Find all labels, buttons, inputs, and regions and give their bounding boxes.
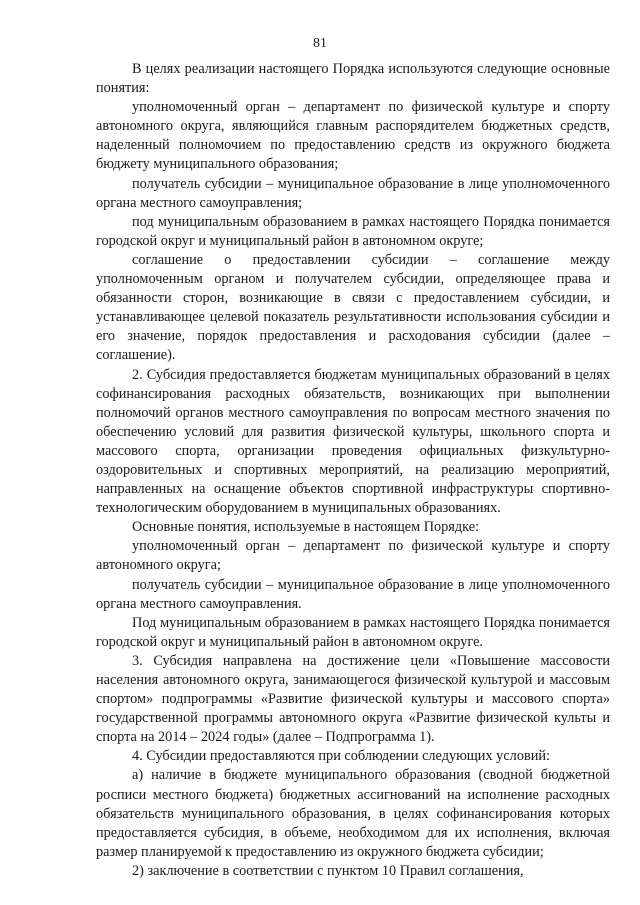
paragraph: 2. Субсидия предоставляется бюджетам муниципальных образований в целях софинансирования расходных обязательств, возникающих при выполнении полномочий органов местного самоуправления по вопросам местного значения по обеспечению условий для развития физической культуры, школьного спорта и массового спорта, организации проведения официальных физкультурно-оздоровительных и спортивных мероприятий, на реализацию мероприятий, направленных на оснащение объектов спортивной инфраструктуры спортивно-технологическим оборудованием в муниципальных образованиях.: [96, 366, 610, 517]
paragraph: Под муниципальным образованием в рамках настоящего Порядка понимается городской округ и муниципальный район в автономном округе.: [96, 614, 610, 650]
paragraph: В целях реализации настоящего Порядка используются следующие основные понятия:: [96, 61, 610, 97]
paragraph: 4. Субсидии предоставляются при соблюдении следующих условий:: [132, 748, 550, 765]
paragraph: получатель субсидии – муниципальное образование в лице уполномоченного органа местного самоуправления.: [96, 576, 610, 612]
paragraph: под муниципальным образованием в рамках настоящего Порядка понимается городской округ и муниципальный район в автономном округе;: [96, 213, 610, 249]
paragraph: получатель субсидии – муниципальное образование в лице уполномоченного органа местного самоуправления;: [96, 175, 610, 211]
body-text: [96, 60, 610, 881]
paragraph: 3. Субсидия направлена на достижение цели «Повышение массовости населения автономного округа, занимающегося физической культурой и массовым спортом» подпрограммы «Развитие физической культуры и массового спорта» государственной программы автономного округа «Развитие физической культы и спорта на 2014 – 2024 годы» (далее – Подпрограмма 1).: [96, 652, 610, 746]
paragraph: Основные понятия, используемые в настоящем Порядке:: [132, 519, 480, 536]
paragraph: уполномоченный орган – департамент по физической культуре и спорту автономного округа, являющийся главным распорядителем бюджетных средств, наделенный полномочием по предоставлению средств из окружного бюджета бюджету муниципального образования;: [96, 99, 610, 173]
paragraph: уполномоченный орган – департамент по физической культуре и спорту автономного округа;: [96, 538, 610, 574]
paragraph: 2) заключение в соответствии с пунктом 10 Правил соглашения,: [132, 862, 524, 879]
paragraph: соглашение о предоставлении субсидии – соглашение между уполномоченным органом и получателем субсидии, определяющее права и обязанности сторон, возникающие в связи с предоставлением субсидии, и устанавливающее целевой показатель результативности использования субсидии и его значение, порядок предоставления и расходования субсидии (далее – соглашение).: [96, 251, 610, 364]
page-number: 81: [313, 36, 327, 51]
paragraph: а) наличие в бюджете муниципального образования (сводной бюджетной росписи местного бюджета) бюджетных ассигнований на исполнение расходных обязательств муниципального образования, в целях софинансирования которых предоставляется субсидия, в объеме, необходимом для их исполнения, включая размер планируемой к предоставлению из окружного бюджета субсидии;: [96, 767, 610, 860]
